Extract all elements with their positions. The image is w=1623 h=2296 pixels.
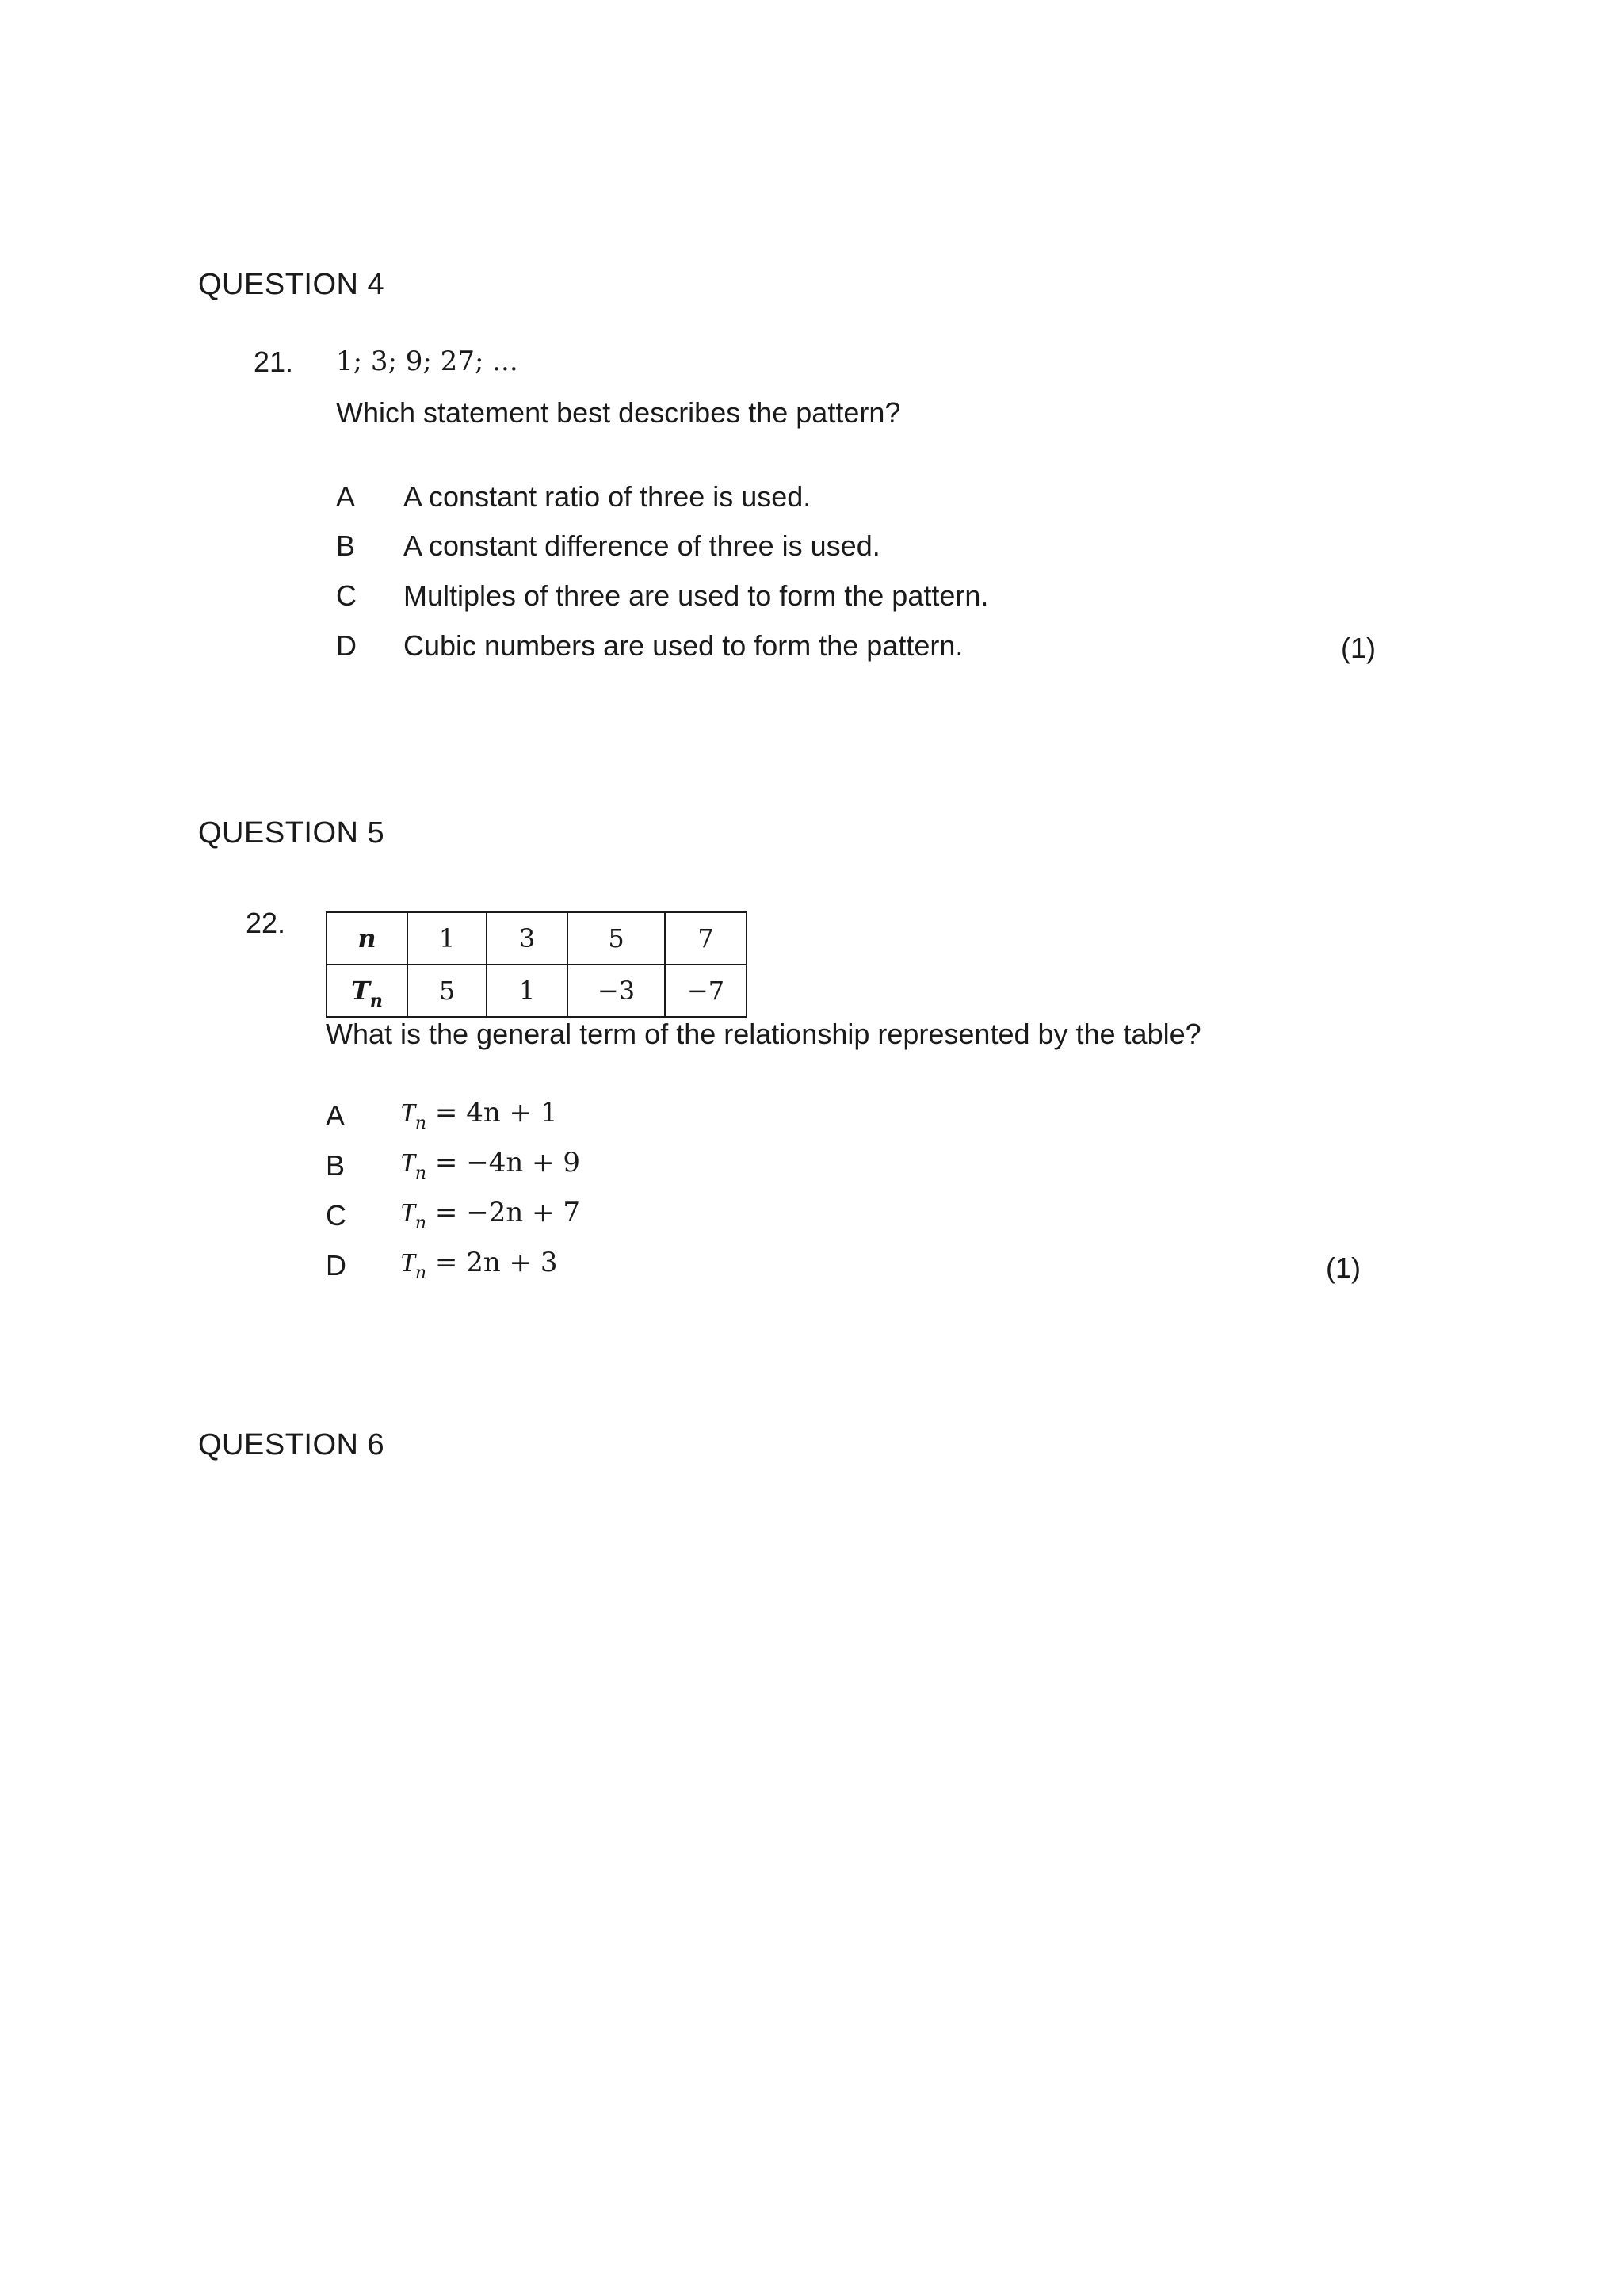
option-b-text: A constant difference of three is used. [403,529,880,562]
table-row-tn [327,965,747,1017]
formula-expression: = −2n + 7 [434,1197,580,1228]
table-cell: 7 [665,912,747,965]
option-letter-a: A [326,1099,346,1132]
option-letter-d: D [336,629,357,662]
tn-subscript: n [369,991,383,1011]
table-cell: 5 [407,965,487,1017]
question-21-prompt: Which statement best describes the pattern? [336,396,901,429]
table-cell: −7 [665,965,747,1017]
option-a-text: A constant ratio of three is used. [403,480,812,513]
table-cell: 1 [407,912,487,965]
table-header-tn [327,965,407,1017]
option-letter-b: B [336,529,356,562]
option-letter-a: A [336,480,356,513]
question-22-prompt: What is the general term of the relationship represented by the table? [326,1018,1201,1050]
formula-expression: = 4n + 1 [434,1097,558,1129]
formula-expression: = −4n + 9 [434,1147,580,1179]
option-letter-d: D [326,1249,346,1282]
question-21-marks: (1) [1341,632,1376,664]
formula-term: T [400,1198,415,1228]
pattern-sequence: 1; 3; 9; 27; ... [336,346,518,377]
formula-subscript: n [414,1263,427,1283]
table-cell: 1 [487,965,567,1017]
formula-term: T [400,1098,415,1128]
table-cell: −3 [567,965,665,1017]
question-22-marks: (1) [1326,1251,1361,1284]
formula-subscript: n [414,1213,427,1233]
question-21-number: 21. [254,346,294,378]
option-letter-c: C [336,579,357,612]
option-c-formula [400,1197,580,1233]
option-d-text: Cubic numbers are used to form the pattern. [403,629,964,662]
question-6-heading: QUESTION 6 [198,1428,385,1461]
table-cell: 5 [567,912,665,965]
values-table [326,911,747,1018]
formula-subscript: n [414,1114,427,1133]
formula-expression: = 2n + 3 [434,1247,558,1278]
option-letter-c: C [326,1199,346,1232]
tn-label: T [351,976,370,1006]
formula-term: T [400,1148,415,1178]
option-a-formula [400,1097,558,1133]
option-c-text: Multiples of three are used to form the pattern. [403,579,989,612]
formula-term: T [400,1248,415,1278]
table-row-n [327,912,747,965]
table-cell: 3 [487,912,567,965]
question-4-heading: QUESTION 4 [198,268,385,301]
formula-subscript: n [414,1163,427,1183]
question-5-heading: QUESTION 5 [198,816,385,850]
option-b-formula [400,1147,580,1183]
question-22-number: 22. [246,907,286,939]
option-letter-b: B [326,1149,346,1182]
table-header-n: n [327,912,407,965]
option-d-formula [400,1247,558,1283]
